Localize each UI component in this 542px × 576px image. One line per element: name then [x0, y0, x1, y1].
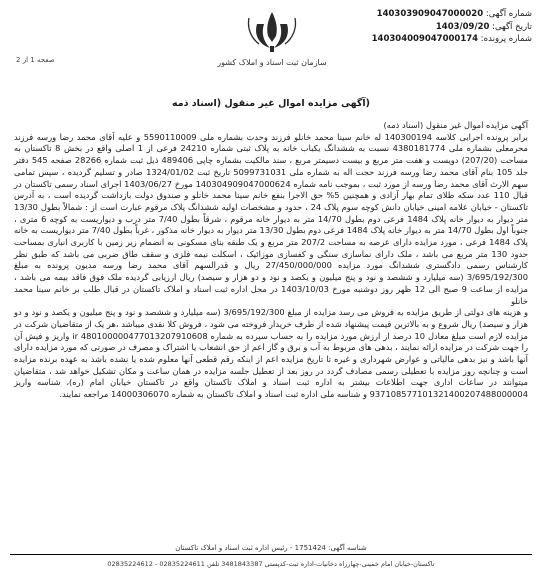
notice-meta [372, 8, 532, 46]
notice-number: 140303909047000020 [376, 9, 484, 19]
file-number-row [372, 33, 532, 46]
page-number: صفحه 1 از 2 [16, 56, 55, 64]
organization-logo [204, 6, 340, 84]
notice-number-row [372, 8, 532, 21]
footer-signature: شناسه آگهی: 1751424 - رئیس اداره ثبت اسناد و املاک تاکستان [175, 544, 367, 552]
notice-date-label: تاریخ آگهی: [492, 21, 532, 32]
notice-title: (آگهی مزایده اموال غیر منقول (اسناد ذمه [171, 98, 370, 109]
footer-divider [10, 554, 532, 555]
organization-name: سازمان ثبت اسناد و املاک کشور [217, 58, 327, 67]
body-paragraph-heading: آگهی مزایده اموال غیر منقول (اسناد ذمه) [383, 120, 528, 130]
notice-number-label: شماره آگهی: [485, 9, 532, 19]
notice-header [0, 0, 542, 86]
file-number-label: شماره پرونده: [480, 34, 532, 44]
notice-body [14, 120, 528, 401]
body-paragraph-main: برابر پرونده اجرایی کلاسه 140300194 له خانم سینا محمد خانلو فرزند وحدت بشماره ملی 5590110009 و علیه آقای محمد رضا ورسه فرزند محرمعلی بشماره ملی 4380181774 نسبت به ششدانگ یکباب خانه به پلاک ثبتی شماره 24210 فرعی از 1 اصلی واقع در بخش 8 تاکستان به مساحت (207/20) دویست و هفت متر مربع و بیست دسیمتر مربع ، سند مالکیت بشماره چاپی 489406 ذیل ثبت شماره 28266 صفحه 545 دفتر جلد 105 بنام آقای محمد رضا ورسه فرزند حجت اله به شماره ملی 5099731031 تاریخ ثبت 1324/01/02 صادر و تسلیم گردیده ، سپس تمامی سهم الارث آقای محمد رضا ورسه از مورد ثبت ، بموجب نامه شماره 140304909047000624 مورخ 1403/06/27 اجرای اسناد رسمی تاکستان در قبال 110 عدد سکه طلای تمام بهار آزادی و همچنین 5% حق الاجرا بنفع خانم سینا محمد خانلو و صندوق دولت بازداشت گردیده است ، به آدرس تاکستان - خیابان علامه امینی خیابان دانش کوچه سوم پلاک 24 ، حدود و مشخصات اولیه ششدانگ پلاک مرقوم عبارت است از : شمالاً بطول 13/30 متر دیوار به دیوار خانه پلاک 1484 فرعی دوم بطول 14/70 متر به دیوار خانه مرقوم ، شرقاً بطول 7/40 متر درب و دیواریست به کوچه 6 متری ، جنوباً اول بطول 14/70 متر به دیوار خانه پلاک 1484 فرعی دوم بطول 13/30 متر دیوار به دیوار خانه مذکور ، غرباً بطول 7/40 متر دیواریست به خانه پلاک 1484 فرعی ، مورد مزایده دارای عرصه به مساحت 207/2 متر مربع و یک طبقه بنای مسکونی به انضمام زیر زمین با کاربری انباری بمساحت حدود 130 متر مربع می باشد ، ملک دارای نماسازی سنگی و کفسازی موزائیک ، اسکلت نیمه فلزی و سقف طاق ضربی می باشد که طبق نظر کارشناس رسمی دادگستری ششدانگ مورد مزایده 27/450/000/000 ریال و قدرالسهم آقای محمد رضا ورسه مدیون پرونده به مبلغ 3/695/192/300 (سه میلیارد و ششصد و نود و پنج میلیون و یکصد و نود و دو هزار و سیصد) ریال ارزیابی گردیده ملک فوق فاقد بیمه می باشد ، مزایده از ساعت 9 صبح الی 12 ظهر روز دوشنبه مورخ 1403/10/03 در محل اداره ثبت اسناد و املاک تاکستان در قبال طلب بر خانم سینا محمد خانلو [14, 131, 529, 306]
body-paragraph-terms: و هزینه های دولتی از طریق مزایده به فروش می رسد مزایده از مبلغ 3/695/192/300 (سه میلیارد و ششصد و نود و پنج میلیون و یکصد و نود و دو هزار و سیصد) ریال شروع و به بالاترین قیمت پیشنهاد شده از طرف خریدار فروخته می شود ، فروش کلا نقدی میباشد ،هر یک از متقاضیان شرکت در مزایده لازم است مبلغ معادل 10 درصد از ارزش مورد مزایده را به حساب سپرده به شماره 480100000477013207910608 ir واریز و فیش آن را جهت شرکت در مزایده ارائه نمایند ، بدهی های مربوط به آب و برق و گاز اعم از حق انشعاب یا اشتراک و مصرف در صورتی که مورد مزایده دارای آنها باشد و نیز بدهی مالیاتی و عوارض شهرداری و غیره تا تاریخ مزایده اعم از اینکه رقم قطعی آنها معلوم شده یا نشده باشد به عهده برنده مزایده است و چنانچه روز مزایده با تعطیلی رسمی مصادف گردد در روز بعد از تعطیل جلسه مزایده در همان ساعت و مکان تشکیل خواهد شد ، متقاضیان میتوانند در ساعات اداری جهت اطلاعات بیشتر به اداره ثبت اسناد و املاک تاکستان واقع در تاکستان خیابان امام (ره)، شناسه واریز 937108577101321400207488000004 و شناسه ملی اداره ثبت اسناد و املاک تاکستان به شماره 14000306070 مراجعه نمایند. [14, 307, 528, 400]
notice-date-row [372, 21, 532, 34]
emblem-icon [237, 6, 307, 56]
footer-address: تاکستان-خیابان امام خمینی-چهارراه دخانیات-اداره ثبت-کدپستی 3481843387 تلفن 02835224611 - 02835224612 [107, 560, 435, 568]
notice-date: 1403/09/20 [435, 21, 490, 32]
file-number: 140304009047000174 [371, 34, 479, 44]
